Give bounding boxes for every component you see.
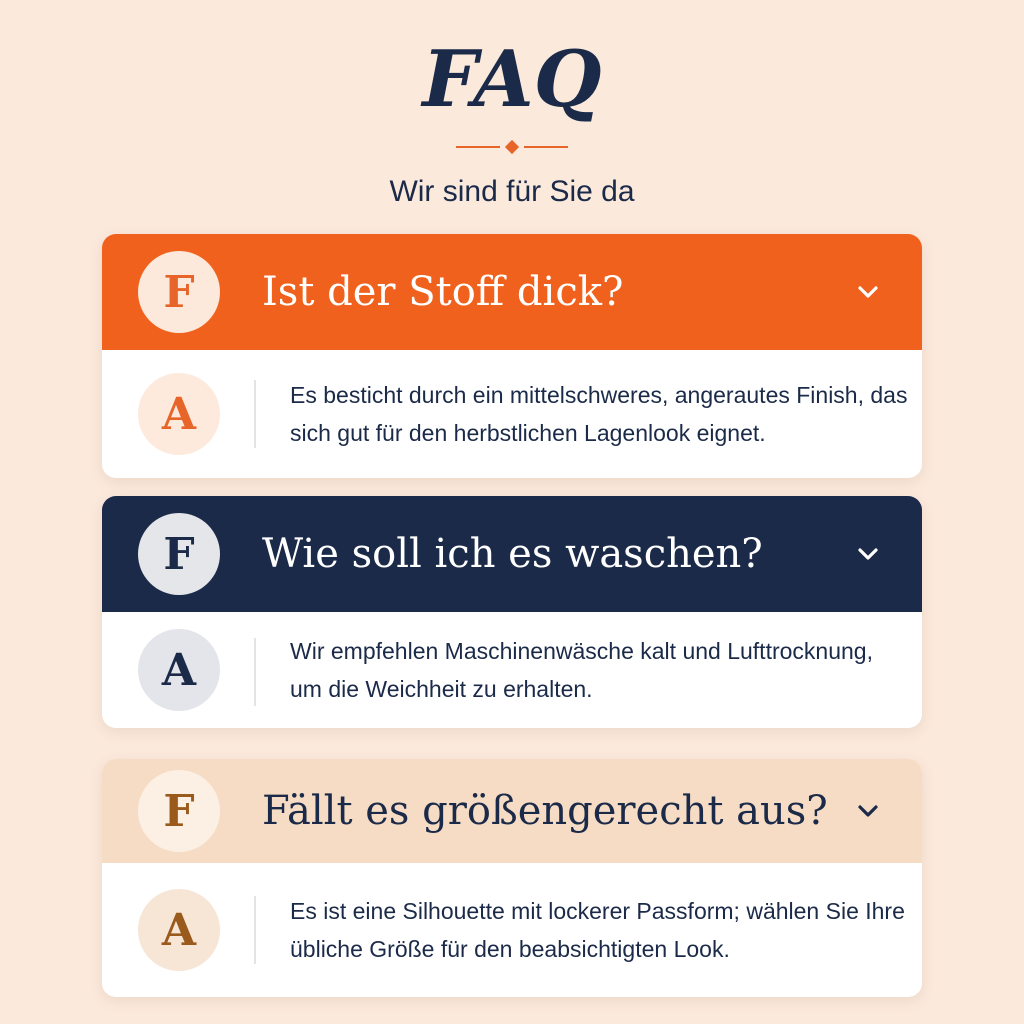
- faq-answer-text: Es ist eine Silhouette mit lockerer Passform; wählen Sie Ihre übliche Größe für den beabsichtigten Look.: [290, 898, 905, 962]
- ornament-line-left: [456, 146, 500, 148]
- answer-divider: [254, 896, 256, 964]
- title-ornament: [456, 140, 568, 154]
- question-badge: F: [138, 251, 220, 333]
- page-subtitle: Wir sind für Sie da: [389, 175, 635, 208]
- chevron-down-icon[interactable]: [854, 278, 882, 306]
- answer-divider: [254, 638, 256, 706]
- answer-divider: [254, 380, 256, 448]
- chevron-down-icon[interactable]: [854, 540, 882, 568]
- faq-answer-panel: [102, 863, 922, 997]
- faq-question-text: Wie soll ich es waschen?: [262, 531, 763, 577]
- faq-answer-panel: [102, 612, 922, 728]
- faq-answer-panel: [102, 350, 922, 478]
- ornament-line-right: [524, 146, 568, 148]
- answer-badge: A: [138, 373, 220, 455]
- answer-badge: A: [138, 629, 220, 711]
- faq-item-2: [102, 496, 922, 728]
- question-badge: F: [138, 513, 220, 595]
- faq-item-3: [102, 759, 922, 997]
- answer-badge: A: [138, 889, 220, 971]
- diamond-icon: [505, 140, 519, 154]
- faq-question-header[interactable]: [102, 759, 922, 863]
- page-title: FAQ: [422, 34, 602, 125]
- faq-item-1: [102, 234, 922, 478]
- faq-question-text: Fällt es größengerecht aus?: [262, 788, 828, 834]
- faq-question-text: Ist der Stoff dick?: [262, 269, 624, 315]
- faq-answer-text: Wir empfehlen Maschinenwäsche kalt und Lufttrocknung, um die Weichheit zu erhalten.: [290, 638, 873, 702]
- faq-question-header[interactable]: [102, 496, 922, 612]
- faq-answer-text: Es besticht durch ein mittelschweres, angerautes Finish, das sich gut für den herbstlichen Lagenlook eignet.: [290, 382, 908, 446]
- faq-question-header[interactable]: [102, 234, 922, 350]
- question-badge: F: [138, 770, 220, 852]
- chevron-down-icon[interactable]: [854, 797, 882, 825]
